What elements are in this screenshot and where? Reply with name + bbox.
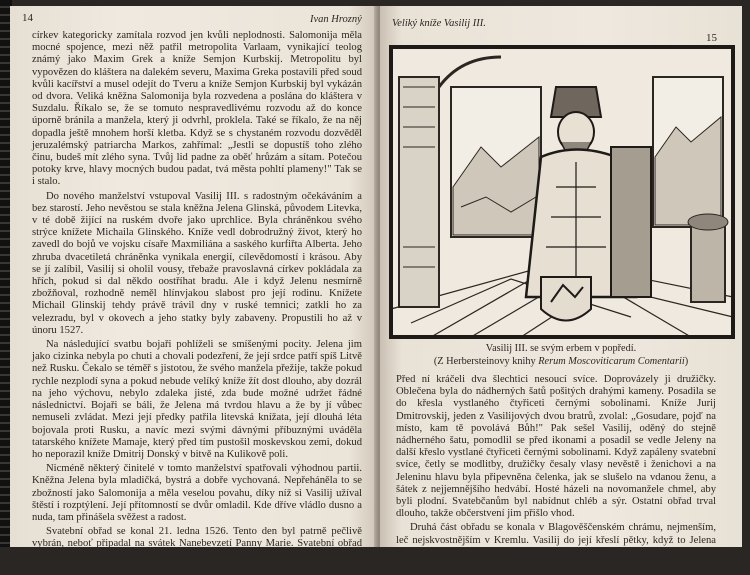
left-paragraph-1: církev kategoricky zamítala rozvod jen kvůli neplodnosti. Salomonija měla mocné spojence, mezi něž patřil metropolita Varlaam, vynikající teolog známý jako Maxim Grek a kníže Semjon Kurbskij. Metropolitu byl vypovězen do kláštera na dalekém severu, Maxima Greka postavili před soud kvůli kacířství a musel odejít do Tveru a kníže Semjon Kurbskij byl vykázán od dvora. Veliká kněžna Salomonija byla rozvedena a poslána do kláštera v Suzdalu. Říkalo se, že se tomuto nespravedlivému rozvodu až do konce úporně bránila a manžela, který ji odvrhl, proklela. Také se říkalo, že na něj dopadla ještě mnohem horší kletba. Když se s chystaném rozvodu dozvěděl jeruzalémský patriarcha Markos, zahřímal: „Jestli se dopustíš toho zlého činu, budeš mít zlého syna. Tvůj lid padne za oběť hrůzám a sítam. Potečou potoky krve, hlavy mocných budou padat, tvá města pohltí plameny!" Tak se i stalo. bbox=[32, 30, 362, 188]
left-paragraph-2: Do nového manželství vstupoval Vasilij III. s radostným očekáváním a bez starostí. Jeho nevěstou se stala kněžna Jelena Glinská, původem Litevka, v té době žijící na ruském dvoře jako uprchlice. Byla chráněnkou svého strýce knížete Michaila Glinského. Kníže vedl dobrodružný život, který ho zavedl do bojů ve vojsku císaře Maxmiliána a saského kurfiřta Alberta. Jeho zhruba dvacetiletá chráněnka vynikala energií, cílevědomostí i krásou. Aby se jí zalíbil, Vasilij si oholil vousy, třebaže pravoslavná církev pokládala za hřích, pokud si dal někdo oostříhat bradu. Ale i když Jelenu nesmírně zbožňoval, rozhodně neměl hlínvjakou slabost pro její rodinu. Knížete Michail Glinskij tehdy právě trávil dny v ruské temnici; zatkli ho za velezradu, byl v okovech a jeho statky byly zabaveny. Propustili ho až v únoru 1527. bbox=[32, 190, 362, 336]
right-page bbox=[380, 6, 742, 558]
right-running-head: Veliký kníže Vasilij III. bbox=[392, 18, 486, 29]
woodcut-portrait-image bbox=[391, 47, 733, 337]
left-running-head: Ivan Hrozný bbox=[310, 14, 362, 25]
right-page-number: 15 bbox=[706, 32, 717, 44]
right-paragraph-1: Před ní kráčeli dva šlechtici nesoucí svíce. Doprovázely ji družičky. Oblečena byla do nádherných šatů pošitých drahými kameny. Posadila se do křesla vystlaného čtyřiceti černými sobolinami. Kníže Jurij Dmitrovskij, jeden z Vasilijových dvou bratrů, zvolal: „Gosudare, pojď na místo, kam tě povolává Bůh!" Pak sešel Vasilij, oděný do stejně nádherného šatu, pomodlil se před ikonami a posadil se vedle Jeleny na další křeslo vystlané čtyřiceti černými sobolinami. Když zapáleny svatební svíce, četly se modlitby, družičky česaly vlasy nevěstě i ženichovi a na Jeleninu hlavu byla připevněna čelenka, jak se slušelo na vdanou ženu, a šátek z nejjemnějšího hedvábí. Hosté házeli na novomanžele chmel, aby byli plodní. Svatebčanům byl nabídnut chléb a sýr. Ostatní obřad trval dlouho, takže občerstvení jim přišlo vhod. bbox=[396, 374, 716, 520]
left-page bbox=[10, 6, 378, 574]
caption-line-1: Vasilij III. se svým erbem v popředí. bbox=[485, 343, 637, 354]
woodcut-illustration bbox=[390, 46, 734, 338]
left-body-text bbox=[32, 30, 362, 575]
left-paragraph-3: Na následující svatbu bojaři pohlíželi se smíšenými pocity. Jelena jim jako cizinka nebyla po chuti a chovali podezření, že její srdce patří spíš Litvě než Rusku. Čekalo se téměř s jistotou, že svého manžela přežije, takže pokud rychle nezplodí syna a pokud nebude velíký kníže žít dost dlouho, aby dozrál na jeho výchovu, nebylo zdaleka jisté, zda bude možné udržet řádné následnictví. Bojaři se báli, že Jelena má tvrdou hlavu a že by jí vůbec nemuseli zvládat. Mezi její předky patřila litevská knížata, její dlouhá léta bojovala proti Rusku, a navíc mezi svými dávnými příbuznými uváděla tatarského knížete Mamaje, který před tím pustošil moskevskou zemi, dokud ho neporazil kníže Dmitrij Donský v bitvě na Kulikově poli. bbox=[32, 339, 362, 460]
left-paragraph-5: Svatební obřad se konal 21. ledna 1526. Tento den byl patrně pečlivě vybrán, neboť připadal na svátek Nanebevzetí Panny Marie. Svatební obřad začal v dopoledne, kdy kněžna vešla do jedné z malovaných síní Zlatého paláce v Kremlu. bbox=[32, 526, 362, 574]
left-paragraph-4: Nicméně některý činitelé v tomto manželství spatřovali výhodnou partii. Kněžna Jelena byla mladičká, bystrá a dobře vychovaná. Nepřeháněla to se zbožností jako Salomonija a měla veselou povahu, díky níž si Vasilij užíval štěstí i rozptýlení. Její přítomností se dvůr omladil. Kde dříve vládlo dusno a nuda, tam přinášela svěžest a radost. bbox=[32, 463, 362, 523]
caption-book-title: Rerum Moscoviticarum Comentarii bbox=[538, 356, 685, 367]
caption-source-prefix: (Z Herbersteinovy knihy bbox=[433, 356, 539, 367]
caption-line-2 bbox=[392, 355, 730, 368]
caption-source-suffix: ) bbox=[684, 356, 689, 367]
right-paragraph-2: Druhá část obřadu se konala v Blagověščenském chrámu, nejmenším, leč nejskvostnějším v Kremlu. Vasilij do její křeslí pětky, když to Jelena jela na saních bbox=[396, 522, 716, 558]
right-body-text bbox=[396, 374, 716, 559]
figure-caption bbox=[392, 342, 730, 368]
left-page-number: 14 bbox=[22, 12, 33, 24]
